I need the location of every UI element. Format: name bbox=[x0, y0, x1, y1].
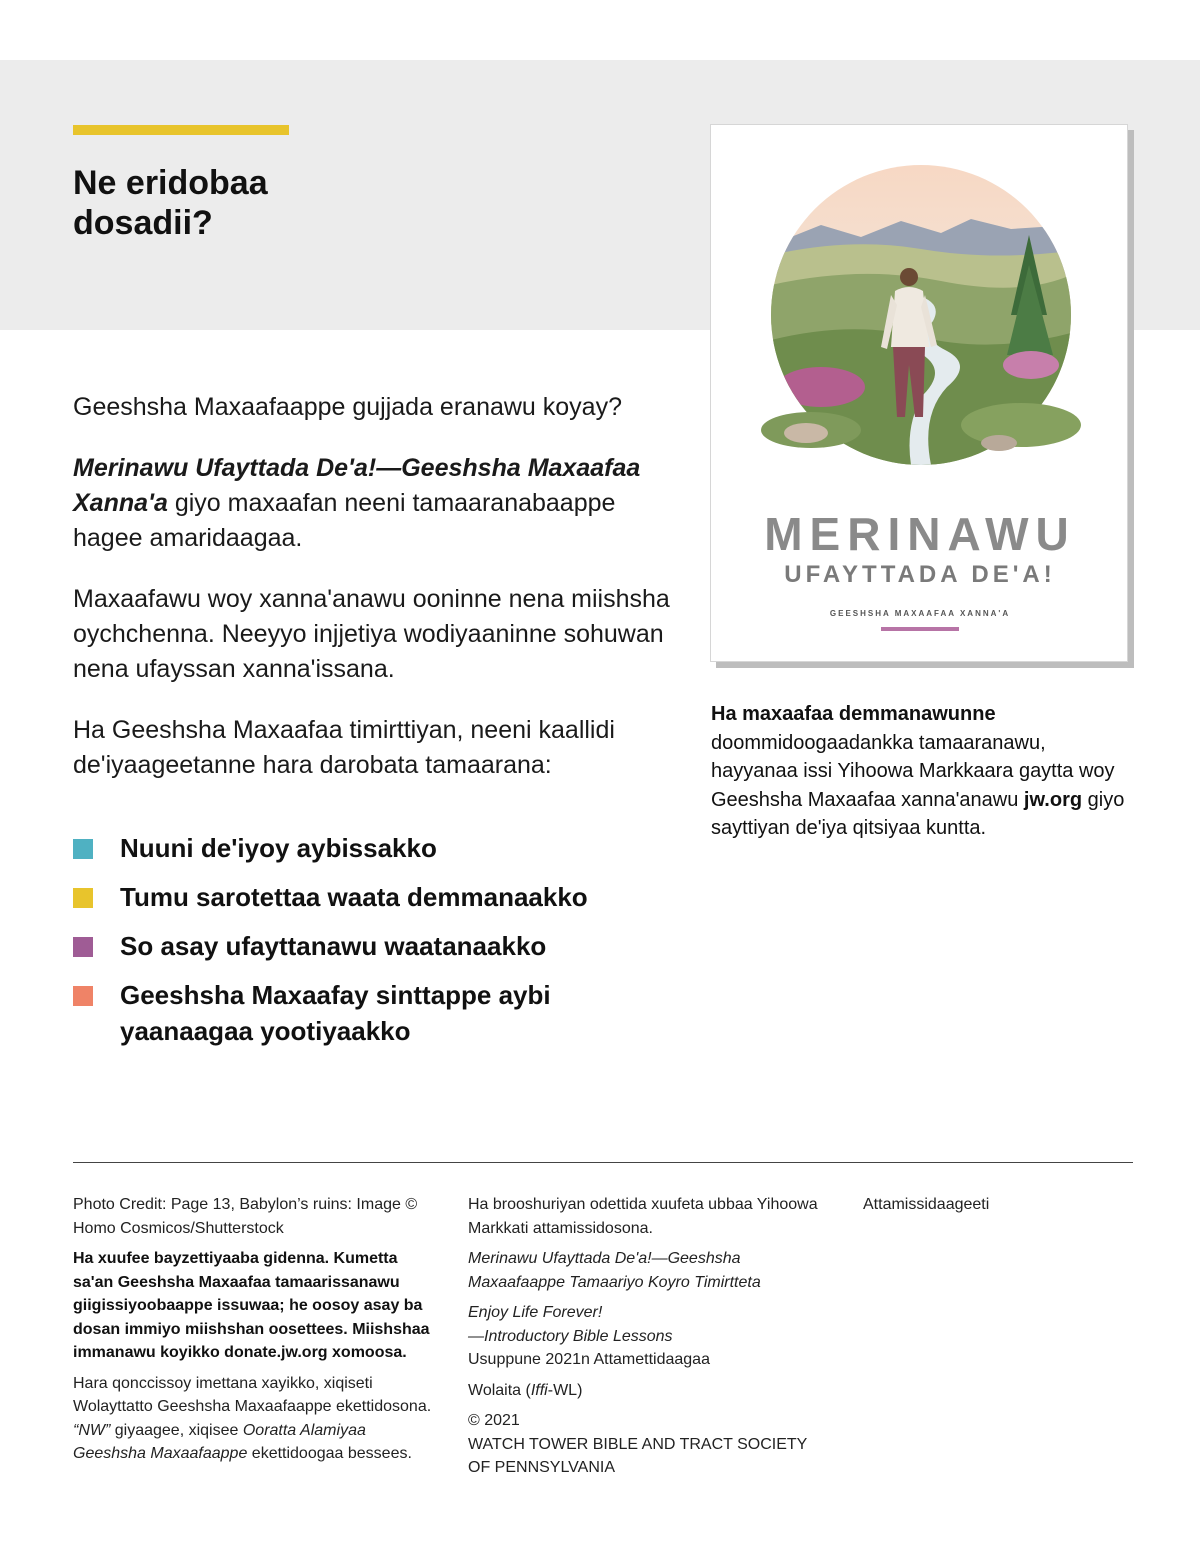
main-text bbox=[73, 390, 673, 809]
topic-square bbox=[73, 888, 93, 908]
footer-divider bbox=[73, 1162, 1133, 1163]
topic-list bbox=[73, 830, 673, 1062]
book-text: giyo maxaafan neeni tamaaranabaappe hagee amaridaagaa. bbox=[73, 489, 616, 552]
english-title-1: Enjoy Life Forever! bbox=[468, 1304, 603, 1321]
topic-square bbox=[73, 986, 93, 1006]
language-code bbox=[468, 1379, 828, 1403]
cover-caption bbox=[711, 700, 1131, 843]
photo-credit: Photo Credit: Page 13, Babylon’s ruins: Image © Homo Cosmicos/Shutterstock bbox=[73, 1196, 418, 1237]
footer-column-1 bbox=[73, 1193, 433, 1473]
book-paragraph bbox=[73, 451, 673, 556]
topic-item bbox=[73, 977, 673, 1049]
lang-code-italic: Iffi bbox=[530, 1381, 548, 1399]
quote-note-nw: “NW” bbox=[73, 1421, 111, 1439]
copyright bbox=[468, 1409, 828, 1480]
printed-by: Attamissidaageeti bbox=[863, 1196, 990, 1213]
publisher-line-2: OF PENNSYLVANIA bbox=[468, 1459, 615, 1476]
topic-label: Tumu sarotettaa waata demmanaakko bbox=[120, 882, 588, 912]
caption-text-2: giyo sayttiyan de'iya qitsiyaa kuntta. bbox=[711, 788, 1125, 839]
lang-b: -WL) bbox=[547, 1381, 583, 1399]
cover-title: MERINAWU bbox=[764, 508, 1076, 560]
quote-note-c: ekettidoogaa bessees. bbox=[247, 1445, 412, 1462]
lang-a: Wolaita ( bbox=[468, 1381, 531, 1399]
book-title: Merinawu Ufayttada De'a!—Geeshsha Maxaafaa Xanna'a bbox=[73, 454, 641, 517]
cover-accent-line bbox=[881, 627, 959, 631]
topic-label: So asay ufayttanawu waatanaakko bbox=[120, 931, 547, 961]
cover-tagline: GEESHSHA MAXAAFAA XANNA'A bbox=[829, 609, 1011, 618]
topic-item bbox=[73, 830, 673, 866]
publisher-line-1: WATCH TOWER BIBLE AND TRACT SOCIETY bbox=[468, 1435, 808, 1453]
title-line-1: Ne eridobaa bbox=[73, 164, 268, 202]
quotation-note bbox=[73, 1372, 433, 1466]
topic-item bbox=[73, 879, 673, 915]
english-title-2: —Introductory Bible Lessons bbox=[468, 1327, 673, 1345]
page-title bbox=[73, 163, 393, 243]
footer-column-3 bbox=[863, 1193, 1143, 1224]
caption-text-1: doommidoogaadankka tamaaranawu, hayyanaa issi Yihoowa Markkaara gaytta woy Geeshsha Maxaafaa xanna'anawu bbox=[711, 731, 1115, 811]
intro-paragraph: Geeshsha Maxaafaappe gujjada eranawu koyay? bbox=[73, 393, 622, 421]
lessons-paragraph: Ha Geeshsha Maxaafaa timirttiyan, neeni kaallidi de'iyaageetanne hara darobata tamaarana: bbox=[73, 716, 615, 779]
offer-paragraph: Maxaafawu woy xanna'anawu ooninne nena miishsha oychchenna. Neeyyo injjetiya wodiyaaninne sohuwan nena ufayssan xanna'issana. bbox=[73, 585, 670, 683]
book-cover bbox=[710, 124, 1128, 662]
publisher-note: Ha brooshuriyan odettida xuufeta ubbaa Yihoowa Markkati attamissidosona. bbox=[468, 1196, 818, 1237]
caption-lead: Ha maxaafaa demmanawunne bbox=[711, 703, 996, 725]
edition-line: Usuppune 2021n Attamettidaagaa bbox=[468, 1351, 710, 1368]
footer-column-2 bbox=[468, 1193, 828, 1487]
topic-label: Nuuni de'iyoy aybissakko bbox=[120, 833, 437, 863]
topic-item bbox=[73, 928, 673, 964]
title-line-2: dosadii? bbox=[73, 204, 213, 242]
book-title-wolaita: Merinawu Ufayttada De'a!—Geeshsha Maxaafaappe Tamaariyo Koyro Timirtteta bbox=[468, 1250, 761, 1291]
cover-subtitle: UFAYTTADA DE'A! bbox=[784, 561, 1056, 588]
topic-square bbox=[73, 839, 93, 859]
quote-note-a: Hara qonccissoy imettana xayikko, xiqiseti Wolayttatto Geeshsha Maxaafaappe ekettidosona. bbox=[73, 1374, 432, 1415]
donation-notice: Ha xuufee bayzettiyaaba gidenna. Kumetta sa'an Geeshsha Maxaafaa tamaarissanawu giigissiyoobaappe issuwaa; he oosoy asay ba dosan immiyo miishshan oosettees. Miishshaa immanawu koyikko donate.jw.org xomoosa. bbox=[73, 1250, 430, 1361]
jw-org-link[interactable]: jw.org bbox=[1023, 788, 1083, 811]
quote-note-b: giyaagee, xiqisee bbox=[110, 1421, 243, 1439]
copyright-year: © 2021 bbox=[468, 1412, 520, 1429]
accent-bar bbox=[73, 125, 289, 135]
book-title-english bbox=[468, 1301, 828, 1372]
topic-square bbox=[73, 937, 93, 957]
topic-label: Geeshsha Maxaafay sinttappe aybi yaanaagaa yootiyaakko bbox=[120, 980, 551, 1046]
quote-note-nwt: Ooratta Alamiyaa Geeshsha Maxaafaappe bbox=[73, 1421, 366, 1462]
